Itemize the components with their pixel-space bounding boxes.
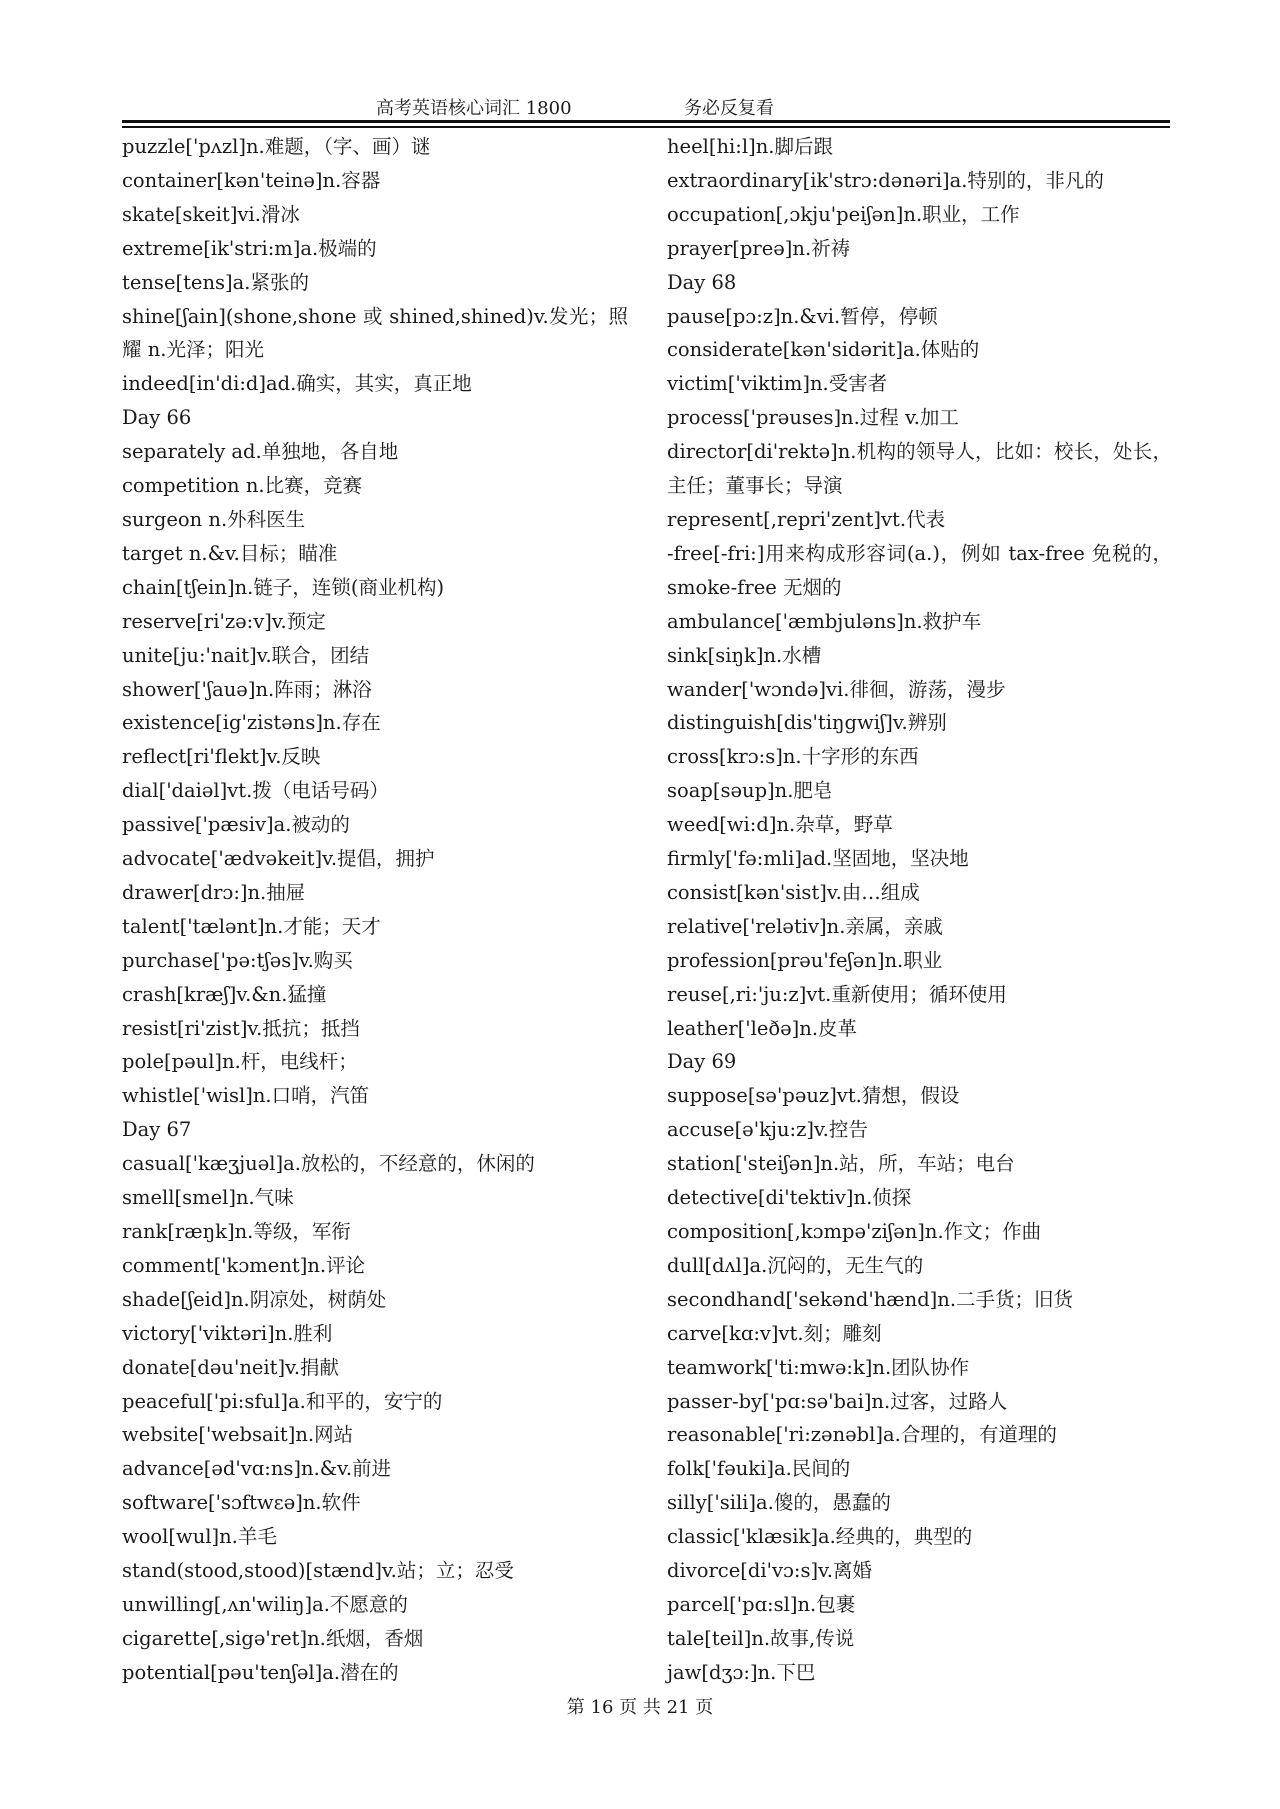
vocab-entry: passive['pæsiv]a.被动的 — [122, 813, 350, 837]
vocab-entry: carve[kɑ:v]vt.刻；雕刻 — [667, 1321, 882, 1345]
vocab-entry: cross[krɔ:s]n.十字形的东西 — [667, 745, 919, 769]
vocab-entry: pole[pəul]n.杆，电线杆； — [122, 1050, 358, 1074]
vocab-entry: comment['kɔment]n.评论 — [122, 1253, 366, 1277]
vocab-entry: divorce[di'vɔ:s]v.离婚 — [667, 1559, 872, 1583]
vocab-entry: target n.&v.目标；瞄准 — [122, 541, 338, 565]
vocab-entry: talent['tælənt]n.才能；天才 — [122, 914, 381, 938]
vocab-entry: victim['viktim]n.受害者 — [667, 372, 888, 396]
vocab-entry: distinguish[dis'tiŋgwiʃ]v.辨别 — [667, 711, 947, 735]
day-heading: Day 67 — [122, 1118, 192, 1142]
vocab-entry: victory['viktəri]n.胜利 — [122, 1321, 333, 1345]
vocab-entry: sink[siŋk]n.水槽 — [667, 643, 822, 667]
vocab-entry: whistle['wisl]n.口哨，汽笛 — [122, 1084, 370, 1108]
vocab-entry: separately ad.单独地，各自地 — [122, 440, 399, 464]
vocab-entry: purchase['pə:tʃəs]v.购买 — [122, 948, 353, 972]
vocab-entry: drawer[drɔ:]n.抽屉 — [122, 880, 306, 904]
vocab-entry: represent[,repri'zent]vt.代表 — [667, 507, 946, 531]
vocab-entry: occupation[,ɔkju'peiʃən]n.职业，工作 — [667, 202, 1020, 226]
vocab-entry: classic['klæsik]a.经典的，典型的 — [667, 1525, 973, 1549]
vocab-entry: shower['ʃauə]n.阵雨；淋浴 — [122, 677, 372, 701]
vocab-entry: casual['kæʒjuəl]a.放松的，不经意的，休闲的 — [122, 1152, 535, 1176]
left-column — [122, 130, 628, 1690]
document-title: 高考英语核心词汇 1800 — [376, 98, 572, 119]
vocab-entry: leather['leðə]n.皮革 — [667, 1016, 858, 1040]
vocab-entry: smell[smel]n.气味 — [122, 1186, 294, 1210]
vocab-entry: advance[əd'vɑ:ns]n.&v.前进 — [122, 1457, 392, 1481]
vocab-entry: advocate['ædvəkeit]v.提倡，拥护 — [122, 847, 435, 871]
vocab-entry: shade[ʃeid]n.阴凉处，树荫处 — [122, 1287, 387, 1311]
vocab-entry: wander['wɔndə]vi.徘徊，游荡，漫步 — [667, 677, 1006, 701]
vocab-entry: folk['fəuki]a.民间的 — [667, 1457, 851, 1481]
vocab-entry: skate[skeit]vi.滑冰 — [122, 202, 300, 226]
vocab-entry: process['prəuses]n.过程 v.加工 — [667, 406, 959, 430]
vocab-entry: secondhand['sekənd'hænd]n.二手货；旧货 — [667, 1287, 1074, 1311]
vocab-entry: tense[tens]a.紧张的 — [122, 270, 309, 294]
vocab-entry: detective[di'tektiv]n.侦探 — [667, 1186, 912, 1210]
vocab-entry: crash[kræʃ]v.&n.猛撞 — [122, 982, 327, 1006]
vocab-entry: ambulance['æmbjuləns]n.救护车 — [667, 609, 982, 633]
vocab-entry: surgeon n.外科医生 — [122, 507, 306, 531]
vocab-entry: firmly['fə:mli]ad.坚固地，坚决地 — [667, 847, 969, 871]
header-note: 务必反复看 — [684, 98, 774, 119]
vocab-entry: chain[tʃein]n.链子，连锁(商业机构) — [122, 575, 445, 599]
vocab-entry: relative['relətiv]n.亲属，亲戚 — [667, 914, 943, 938]
vocab-entry: reserve[ri'zə:v]v.预定 — [122, 609, 326, 633]
vocab-entry: composition[,kɔmpə'ziʃən]n.作文；作曲 — [667, 1220, 1042, 1243]
vocab-entry: extraordinary[ik'strɔ:dənəri]a.特别的，非凡的 — [667, 168, 1104, 192]
vocab-entry: dull[dʌl]a.沉闷的，无生气的 — [667, 1253, 924, 1277]
vocab-entry: shine[ʃain](shone,shone 或 shined,shined)v.发光；照耀 n.光泽；阳光 — [122, 304, 628, 362]
vocab-entry: cigarette[,sigə'ret]n.纸烟，香烟 — [122, 1626, 424, 1650]
vocab-entry: website['websait]n.网站 — [122, 1423, 354, 1447]
vocab-entry: soap[səup]n.肥皂 — [667, 779, 833, 803]
vocab-entry: consist[kən'sist]v.由…组成 — [667, 880, 920, 904]
vocab-entry: director[di'rektə]n.机构的领导人，比如：校长，处长，主任；董事长；导演 — [667, 440, 1172, 498]
vocab-entry: silly['sili]a.傻的，愚蠢的 — [667, 1491, 891, 1515]
vocab-entry: -free[-fri:]用来构成形容词(a.)，例如 tax-free 免税的，smoke-free 无烟的 — [667, 541, 1172, 599]
vocab-entry: accuse[ə'kju:z]v.控告 — [667, 1118, 868, 1142]
header-rule-thin — [122, 126, 1170, 128]
vocab-entry: unite[ju:'nait]v.联合，团结 — [122, 643, 370, 667]
vocab-entry: puzzle['pʌzl]n.难题，（字、画）谜 — [122, 135, 431, 158]
vocab-entry: wool[wul]n.羊毛 — [122, 1525, 277, 1549]
vocab-entry: prayer[preə]n.祈祷 — [667, 236, 851, 260]
vocab-entry: profession[prəu'feʃən]n.职业 — [667, 948, 943, 972]
page-footer: 第 16 页 共 21 页 — [566, 1697, 714, 1718]
vocab-entry: competition n.比赛，竞赛 — [122, 474, 363, 498]
day-heading: Day 66 — [122, 406, 192, 430]
vocab-entry: suppose[sə'pəuz]vt.猜想，假设 — [667, 1084, 960, 1108]
vocab-entry: reuse[,ri:'ju:z]vt.重新使用；循环使用 — [667, 982, 1007, 1006]
vocab-entry: software['sɔftwεə]n.软件 — [122, 1491, 361, 1515]
vocab-entry: rank[ræŋk]n.等级，军衔 — [122, 1220, 351, 1243]
vocab-entry: tale[teil]n.故事,传说 — [667, 1626, 855, 1650]
vocab-entry: pause[pɔ:z]n.&vi.暂停，停顿 — [667, 304, 938, 328]
vocab-entry: existence[ig'zistəns]n.存在 — [122, 711, 381, 735]
day-heading: Day 68 — [667, 270, 737, 294]
vocab-entry: jaw[dʒɔ:]n.下巴 — [667, 1660, 816, 1684]
right-column — [667, 130, 1172, 1690]
vocab-entry: reasonable['ri:zənəbl]a.合理的，有道理的 — [667, 1423, 1057, 1447]
vocab-entry: peaceful['pi:sful]a.和平的，安宁的 — [122, 1389, 443, 1413]
day-heading: Day 69 — [667, 1050, 737, 1074]
vocab-entry: container[kən'teinə]n.容器 — [122, 168, 381, 192]
vocab-entry: resist[ri'zist]v.抵抗；抵挡 — [122, 1016, 360, 1040]
vocab-entry: dial['daiəl]vt.拨（电话号码） — [122, 779, 389, 803]
vocab-entry: indeed[in'di:d]ad.确实，其实，真正地 — [122, 372, 472, 396]
vocab-entry: extreme[ik'stri:m]a.极端的 — [122, 236, 377, 260]
vocab-entry: passer-by['pɑ:sə'bai]n.过客，过路人 — [667, 1389, 1008, 1413]
header-rule-thick — [122, 120, 1170, 123]
vocab-entry: donate[dəu'neit]v.捐献 — [122, 1355, 340, 1379]
vocab-entry: parcel['pɑ:sl]n.包裹 — [667, 1592, 856, 1616]
vocab-entry: reflect[ri'flekt]v.反映 — [122, 745, 321, 769]
page-header — [0, 92, 1280, 120]
vocab-entry: heel[hi:l]n.脚后跟 — [667, 135, 833, 158]
vocab-entry: unwilling[,ʌn'wiliŋ]a.不愿意的 — [122, 1592, 408, 1616]
vocab-entry: stand(stood,stood)[stænd]v.站；立；忍受 — [122, 1559, 514, 1583]
vocab-entry: teamwork['ti:mwə:k]n.团队协作 — [667, 1355, 970, 1379]
vocab-entry: considerate[kən'sidərit]a.体贴的 — [667, 338, 980, 362]
vocab-entry: weed[wi:d]n.杂草，野草 — [667, 813, 893, 837]
vocab-entry: potential[pəu'tenʃəl]a.潜在的 — [122, 1660, 399, 1684]
vocab-entry: station['steiʃən]n.站，所，车站；电台 — [667, 1152, 1015, 1176]
